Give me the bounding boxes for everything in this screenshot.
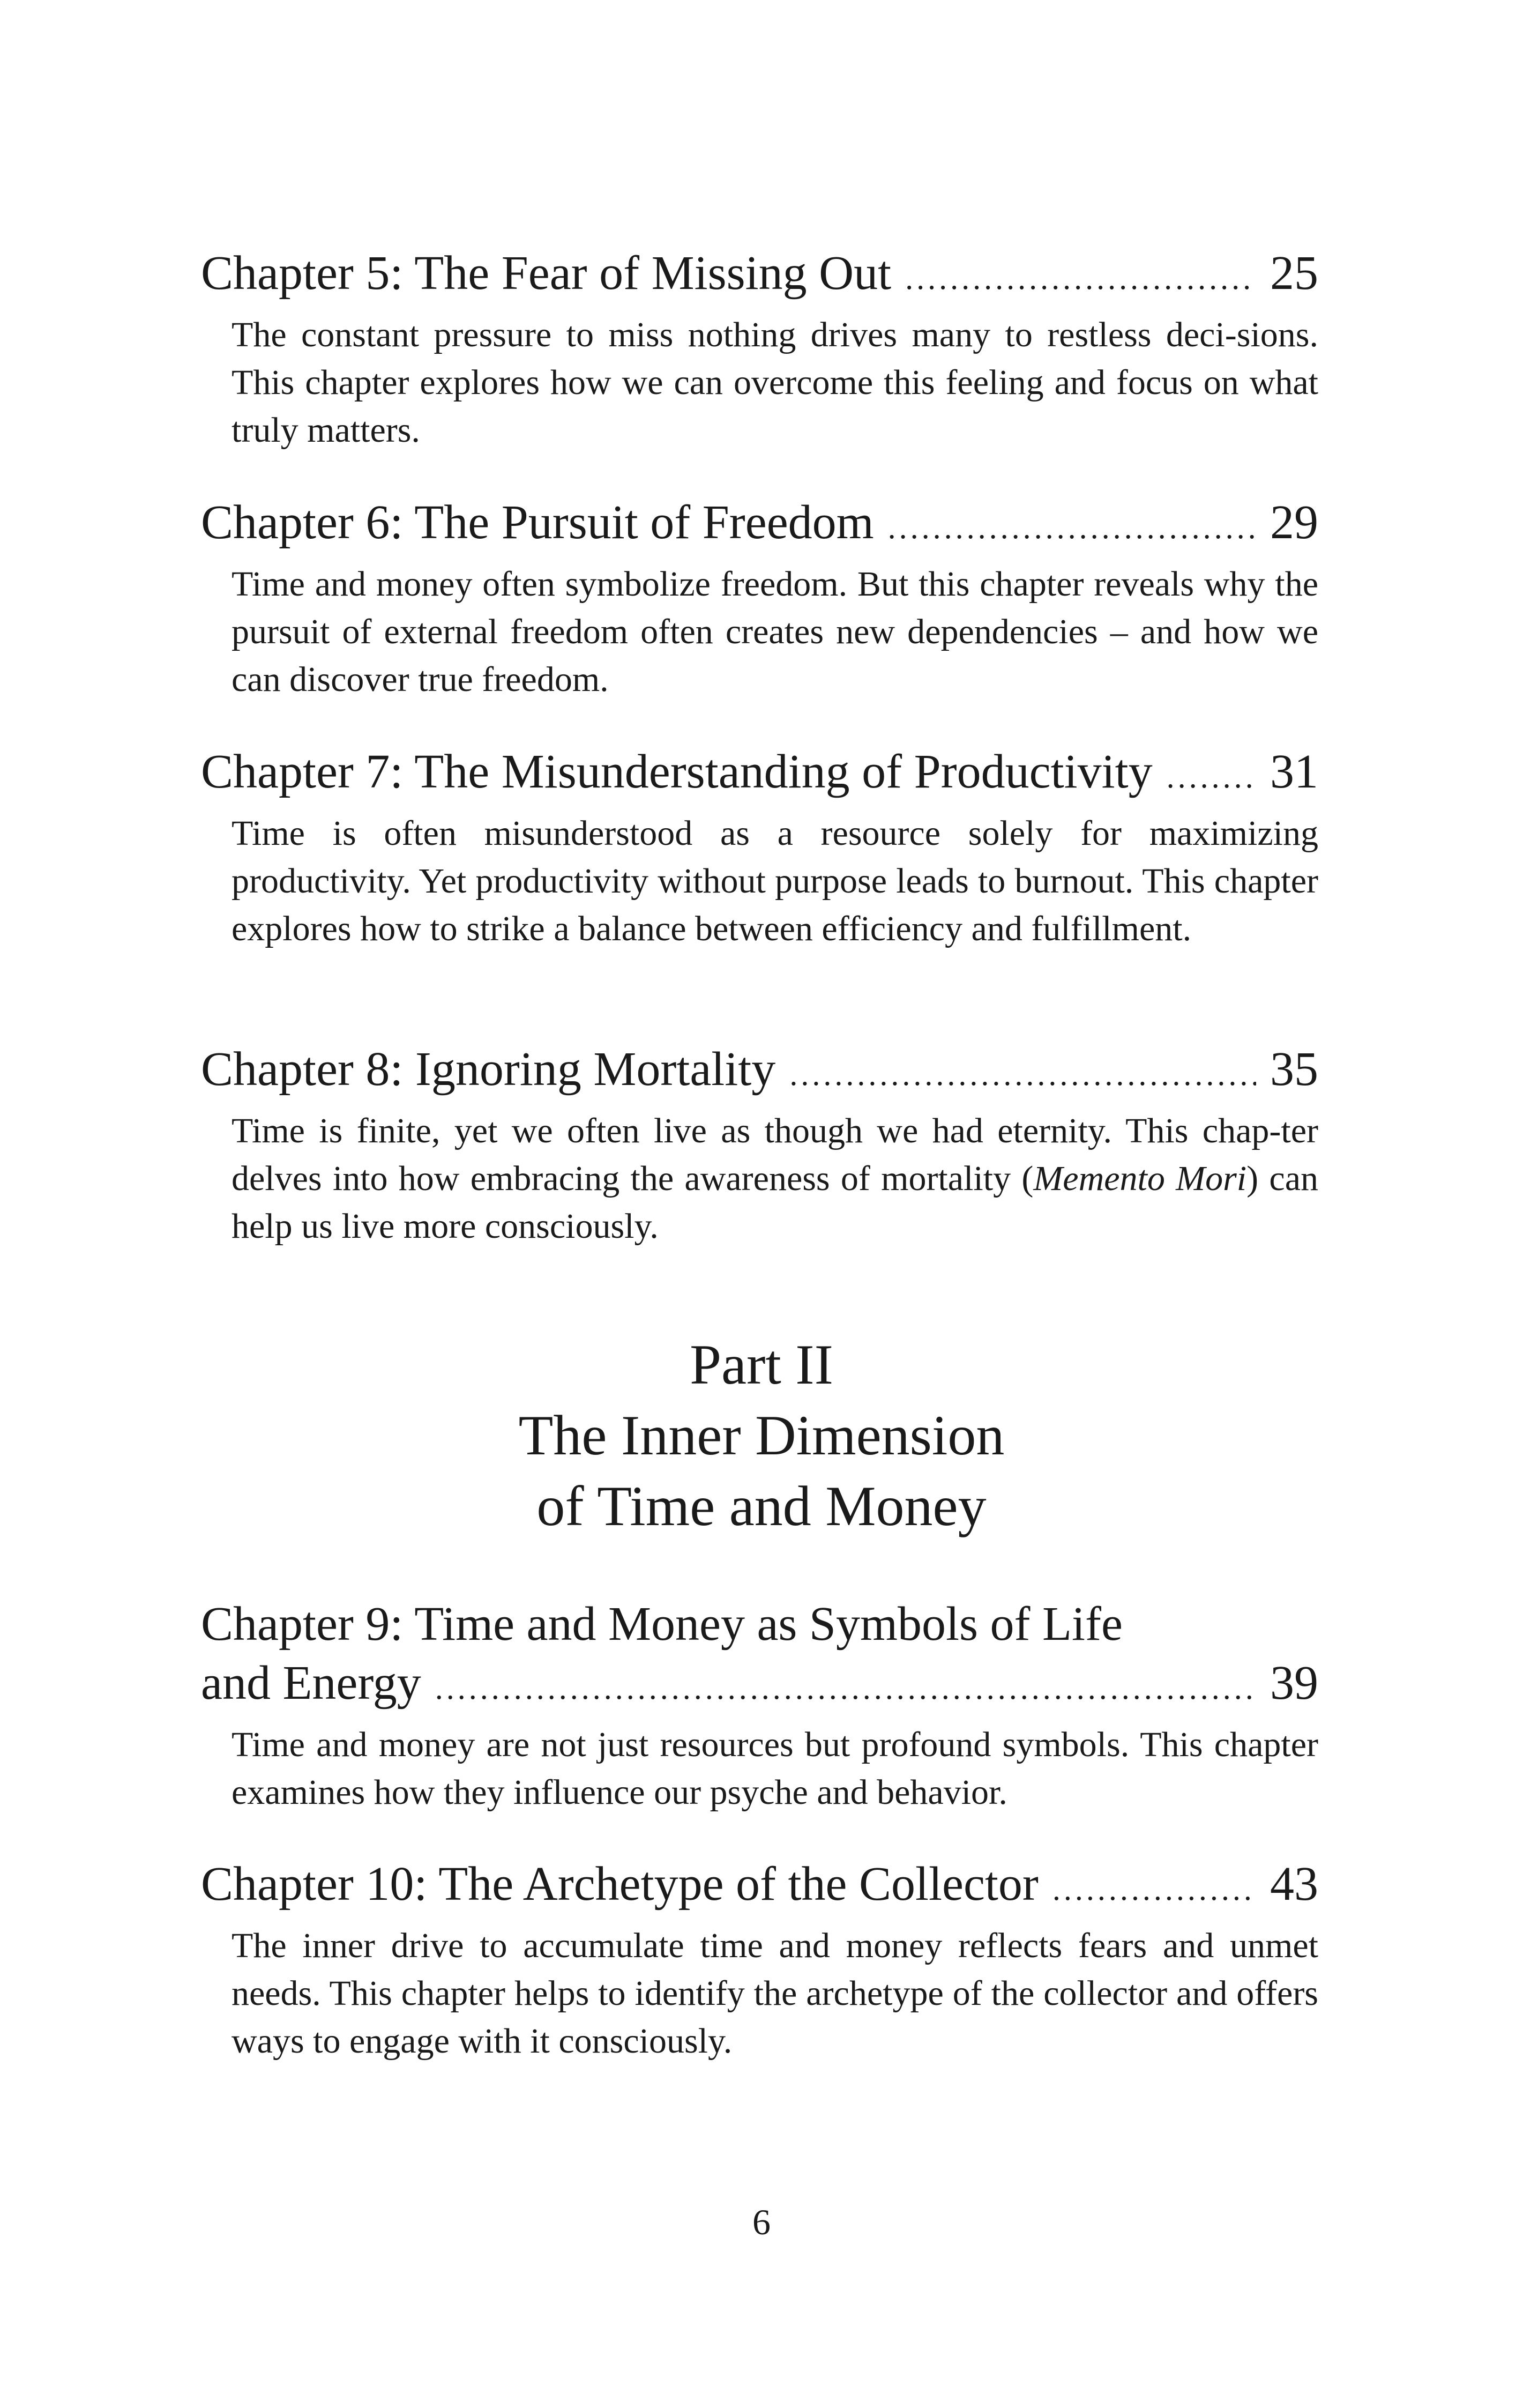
chapter-title-line-1: Chapter 9: Time and Money as Symbols of Life	[201, 1597, 1123, 1651]
part-title-line-2: of Time and Money	[536, 1475, 987, 1537]
part-title-line-1: The Inner Dimension	[518, 1404, 1005, 1467]
chapter-description: The inner drive to accumulate time and money reflects fears and unmet needs. This chapter helps to identify the archetype of the collector and offers ways to engage with it consciously.	[232, 1926, 1318, 2061]
chapter-title: Chapter 5: The Fear of Missing Out	[201, 247, 892, 300]
page-folio: 6	[752, 2202, 771, 2242]
dot-leader	[905, 249, 1256, 308]
description-text: Time is finite, yet we often live as though we had eternity. This chap-ter delves into how embracing the awareness of mortality (	[232, 1111, 1318, 1198]
description-italic-term: Memento Mori	[1033, 1159, 1247, 1198]
toc-entry-chapter-7	[201, 742, 1318, 806]
dot-leader	[888, 498, 1256, 557]
chapter-title: Chapter 10: The Archetype of the Collector	[201, 1857, 1039, 1911]
chapter-description: The constant pressure to miss nothing drives many to restless deci-sions. This chapter explores how we can overcome this feeling and focus on what truly matters.	[232, 315, 1318, 450]
chapter-title-line-2-row	[201, 1654, 1318, 1718]
toc-entry-chapter-10	[201, 1855, 1318, 1919]
chapter-description	[232, 1107, 1318, 1250]
toc-entry-chapter-8	[201, 1040, 1318, 1104]
page-number: 39	[1270, 1656, 1318, 1710]
chapter-title: Chapter 7: The Misunderstanding of Productivity	[201, 745, 1153, 798]
chapter-title: Chapter 8: Ignoring Mortality	[201, 1043, 776, 1096]
dot-leader	[789, 1045, 1256, 1104]
toc-entry-chapter-6	[201, 493, 1318, 557]
chapter-description: Time is often misunderstood as a resource solely for maximizing productivity. Yet productivity without purpose leads to burnout. This chapter explores how to strike a balance between efficiency and fulfillment.	[232, 814, 1318, 948]
page-number: 35	[1270, 1043, 1318, 1096]
chapter-description: Time and money often symbolize freedom. But this chapter reveals why the pursuit of external freedom often creates new dependencies – and how we can discover true freedom.	[232, 564, 1318, 699]
page-number: 25	[1270, 247, 1318, 300]
description-text: ) can help us live more consciously.	[232, 1159, 1318, 1246]
dot-leader	[1052, 1860, 1256, 1919]
dot-leader	[1167, 747, 1256, 806]
part-heading	[0, 1329, 1523, 1542]
part-number: Part II	[690, 1333, 833, 1396]
dot-leader	[435, 1659, 1256, 1718]
page-number: 31	[1270, 745, 1318, 798]
toc-entry-chapter-5	[201, 244, 1318, 308]
toc-entry-chapter-9	[201, 1595, 1318, 1718]
page-number: 29	[1270, 496, 1318, 549]
page-number: 43	[1270, 1857, 1318, 1911]
chapter-description: Time and money are not just resources but profound symbols. This chapter examines how they influence our psyche and behavior.	[232, 1725, 1318, 1812]
chapter-title-line-2: and Energy	[201, 1656, 421, 1710]
chapter-title: Chapter 6: The Pursuit of Freedom	[201, 496, 874, 549]
